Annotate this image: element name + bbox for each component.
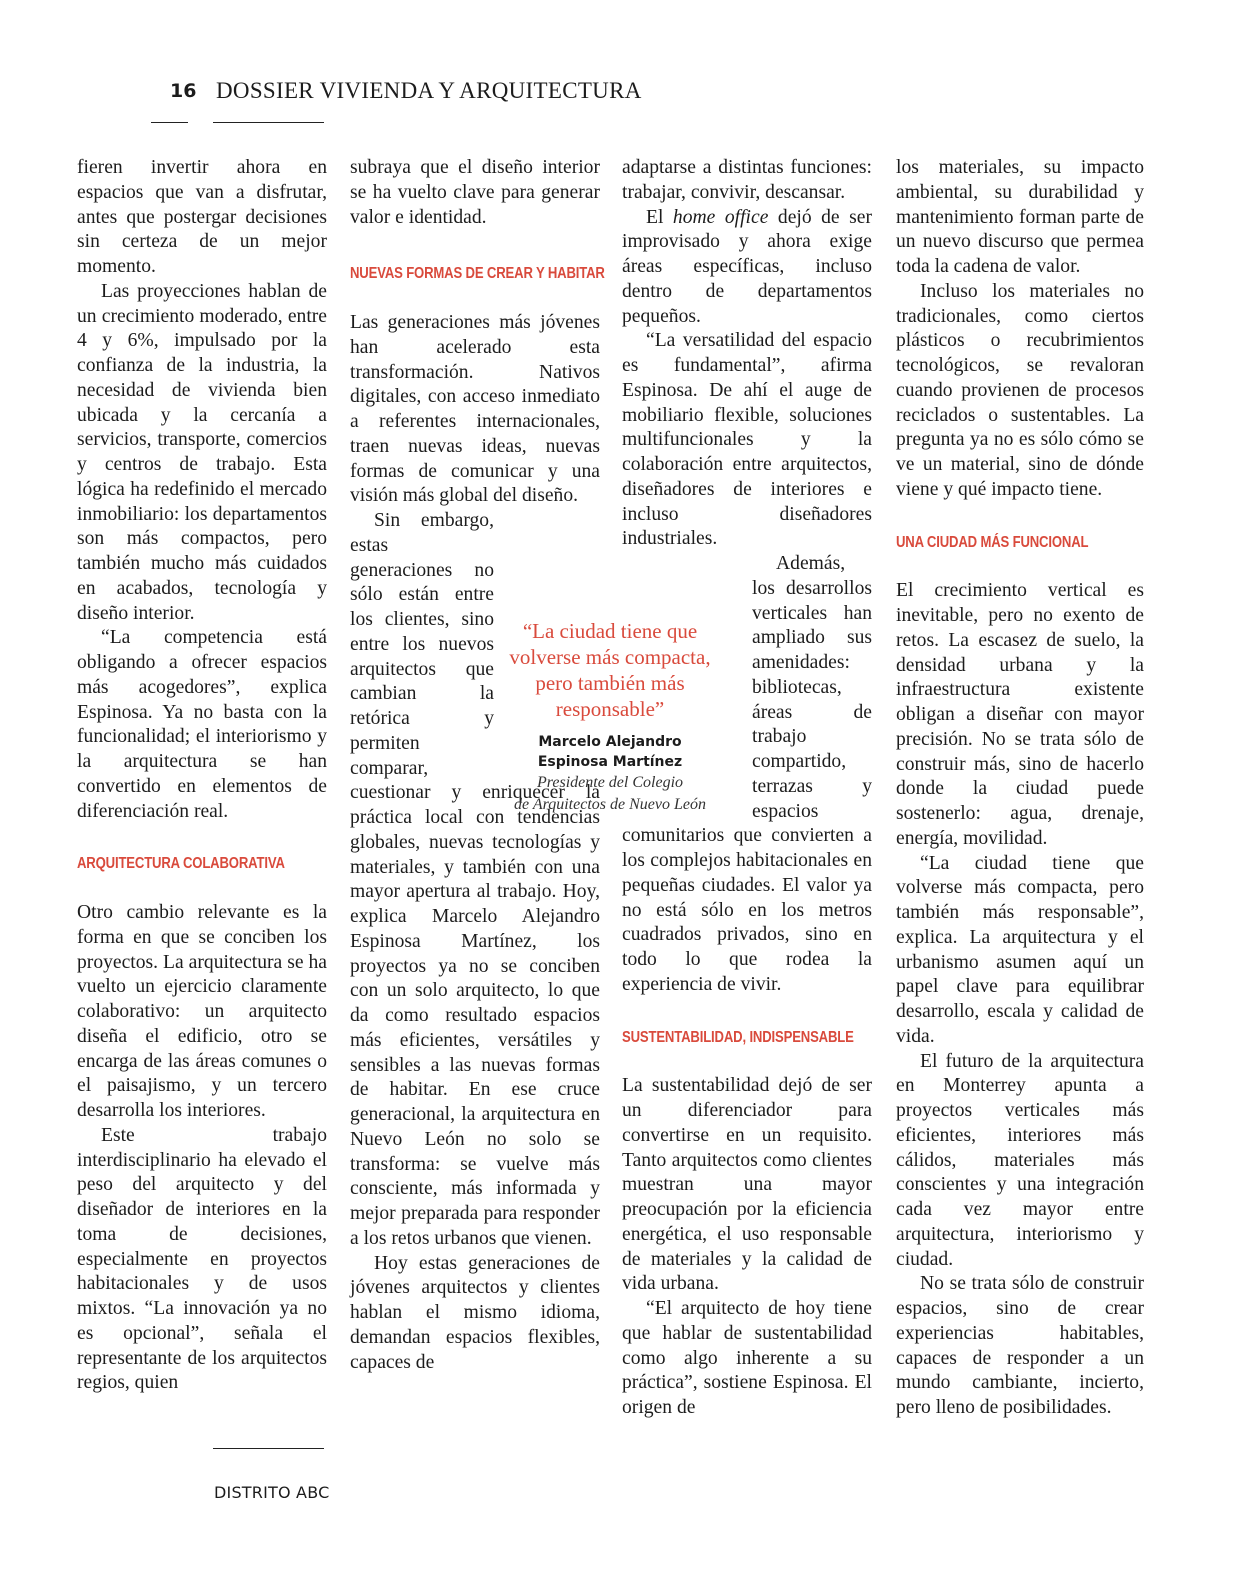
page-number: 16 [170,80,197,102]
paragraph: “La ciudad tiene que volverse más compacta, pero también más responsable”, explica. La arquitectura y el urbanismo asumen aquí un papel clave para equilibrar desarrollo, escala y calidad de vida. [896,852,1144,1047]
paragraph: fieren invertir ahora en espacios que van a disfrutar, antes que postergar decisiones sin certeza de un mejor momento. [77,157,327,277]
author-role-line: de Arquitectos de Nuevo León [514,796,706,813]
author-role-line: Presidente del Colegio [536,774,684,791]
paragraph-text: Sin embargo, estas generaciones no sólo están entre los clientes, sino entre los nuevos arquitectos que cambian la retórica y permiten comparar, cuestionar y enriquecer la práctica local con tendencias globales, nuevas tecnologías y materiales, y también con una mayor apertura al trabajo. Hoy, explica Marcelo Alejandro Espinosa Martínez, los proyectos ya no se conciben con un solo arquitecto, lo que da como resultado espacios más eficientes, versátiles y sensibles a las nuevas formas de habitar. En ese cruce generacional, la arquitectura en Nuevo León no solo se transforma: se vuelve más consciente, más informada y mejor preparada para responder a los retos urbanos que vienen. [350,510,600,1249]
paragraph: Hoy estas generaciones de jóvenes arquitectos y clientes hablan el mismo idioma, demandan espacios flexibles, capaces de [350,1252,600,1373]
article-column-1 [77,156,327,1396]
paragraph: subraya que el diseño interior se ha vuelto clave para generar valor e identidad. [350,157,600,228]
emphasis-text: home office [672,206,769,228]
pullquote-author [490,732,730,772]
article-column-4 [896,156,1144,1421]
paragraph: Las proyecciones hablan de un crecimiento moderado, entre 4 y 6%, impulsado por la confianza de la industria, la necesidad de vivienda bien ubicada y la cercanía a servicios, transporte, comercios y centros de trabajo. Esta lógica ha redefinido el mercado inmobiliario: los departamentos son más compactos, pero también mucho más cuidados en acabados, tecnología y diseño interior. [77,280,327,624]
paragraph: adaptarse a distintas funciones: trabajar, convivir, descansar. [622,157,872,203]
header-rule-right [213,122,324,123]
paragraph: los materiales, su impacto ambiental, su durabilidad y mantenimiento forman parte de un nuevo discurso que permea toda la cadena de valor. [896,157,1144,277]
paragraph: No se trata sólo de construir espacios, sino de crear experiencias habitables, capaces de responder a un mundo cambiante, incierto, pero lleno de posibilidades. [896,1273,1144,1418]
publication-name: DISTRITO ABC [214,1483,330,1502]
pullquote-role [490,772,730,816]
paragraph: Este trabajo interdisciplinario ha elevado el peso del arquitecto y del diseñador de interiores en la toma de decisiones, especialmente en proyectos habitacionales y de usos mixtos. “La innovación ya no es opcional”, señala el representante de los arquitectos regios, quien [77,1124,327,1394]
paragraph: Las generaciones más jóvenes han acelerado esta transformación. Nativos digitales, con acceso inmediato a referentes internacionales, traen nuevas ideas, nuevas formas de comunicar y una visión más global del diseño. [350,312,600,507]
paragraph: El futuro de la arquitectura en Monterrey apunta a proyectos verticales más eficientes, interiores más cálidos, materiales más conscientes y una integración cada vez mayor entre arquitectura, interiorismo y ciudad. [896,1050,1144,1270]
pullquote [490,618,730,816]
paragraph: “La competencia está obligando a ofrecer espacios más acogedores”, explica Espinosa. Ya no basta con la funcionalidad; el interiorismo y la arquitectura se han convertido en elementos de diferenciación real. [77,627,327,822]
paragraph: “El arquitecto de hoy tiene que hablar de sustentabilidad como algo inherente a su práctica”, sostiene Espinosa. El origen de [622,1298,872,1418]
author-name-line: Marcelo Alejandro [538,734,682,750]
paragraph: “La versatilidad del espacio es fundamental”, afirma Espinosa. De ahí el auge de mobiliario flexible, soluciones multifuncionales y la colaboración entre arquitectos, diseñadores de interiores e incluso diseñadores industriales. [622,330,872,550]
section-heading: UNA CIUDAD MÁS FUNCIONAL [896,533,1089,551]
author-name-line: Espinosa Martínez [537,754,683,770]
section-title: DOSSIER VIVIENDA Y ARQUITECTURA [216,78,642,103]
section-heading: SUSTENTABILIDAD, INDISPENSABLE [622,1028,854,1046]
header-rule-left [151,122,188,123]
section-heading: ARQUITECTURA COLABORATIVA [77,855,285,873]
paragraph: Otro cambio relevante es la forma en que se conciben los proyectos. La arquitectura se ha vuelto un ejercicio claramente colaborativo: un arquitecto diseña el edificio, otro se encarga de las áreas comunes o el paisajismo, y un tercero desarrolla los interiores. [77,902,327,1121]
paragraph [622,206,872,330]
text: El [646,206,673,228]
footer-rule [213,1448,324,1449]
section-heading: NUEVAS FORMAS DE CREAR Y HABITAR [350,265,605,283]
paragraph-text: Además, los desarrollos verticales han ampliado sus amenidades: bibliotecas, áreas de trabajo compartido, terrazas y espacios comunitarios que convierten a los complejos habitacionales en pequeñas ciudades. El valor ya no está sólo en los metros cuadrados privados, sino en todo lo que rodea la experiencia de vivir. [622,553,872,995]
text: dejó de ser improvisado y ahora exige áreas específicas, incluso dentro de departamentos pequeños. [622,206,872,327]
pullquote-text: “La ciudad tiene que volverse más compacta, pero también más responsable” [509,619,711,721]
paragraph: La sustentabilidad dejó de ser un diferenciador para convertirse en un requisito. Tanto arquitectos como clientes muestran una mayor preocupación por la eficiencia energética, el uso responsable de materiales y la calidad de vida urbana. [622,1075,872,1295]
paragraph: El crecimiento vertical es inevitable, pero no exento de retos. La escasez de suelo, la densidad urbana y la infraestructura existente obligan a diseñar con mayor precisión. No se trata sólo de construir más, sino de hacerlo donde la ciudad puede sostenerlo: agua, drenaje, energía, movilidad. [896,580,1144,849]
paragraph: Incluso los materiales no tradicionales, como ciertos plásticos o recubrimientos tecnológicos, se revaloran cuando provienen de procesos reciclados o sustentables. La pregunta ya no es sólo cómo se ve un material, sino de dónde viene y qué impacto tiene. [896,280,1144,500]
